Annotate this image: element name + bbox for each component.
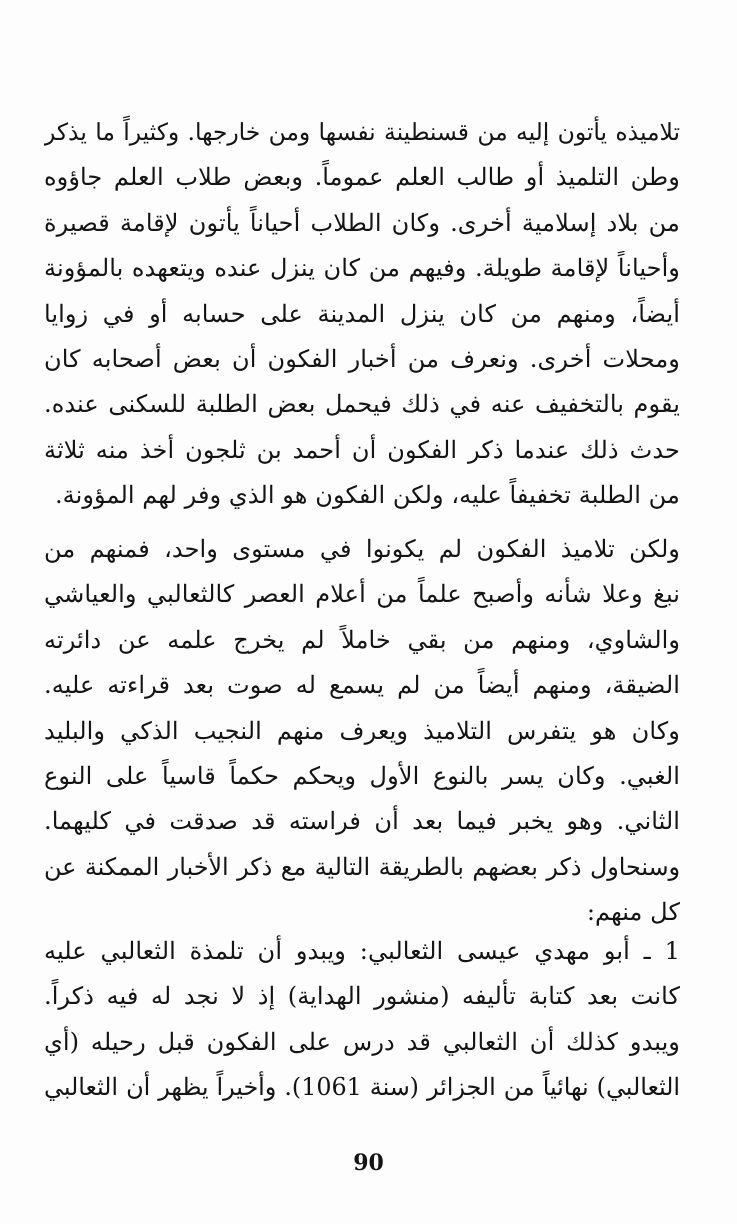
text-line: تلاميذه يأتون إليه من قسنطينة نفسها ومن خارجها. وكثيراً ما يذكر xyxy=(44,118,680,146)
paragraph-3 xyxy=(44,929,680,1111)
text-line: الثعالبي) نهائياً من الجزائر (سنة 1061). وأخيراً يظهر أن الثعالبي xyxy=(44,1073,680,1102)
text-line: 1 ـ أبو مهدي عيسى الثعالبي: ويبدو أن تلمذة الثعالبي عليه xyxy=(44,937,680,965)
text-line: ولكن تلاميذ الفكون لم يكونوا في مستوى واحد، فمنهم من xyxy=(44,535,680,563)
paragraph-1 xyxy=(44,110,680,519)
text-line: وطن التلميذ أو طالب العلم عموماً. وبعض طلاب العلم جاؤوه xyxy=(44,163,680,192)
text-line: الثاني. وهو يخبر فيما بعد أن فراسته قد صدقت في كليهما. xyxy=(44,807,680,836)
text-line: كانت بعد كتابة تأليفه (منشور الهداية) إذ لا نجد له فيه ذكراً. xyxy=(44,982,680,1011)
text-line: يقوم بالتخفيف عنه في ذلك فيحمل بعض الطلبة للسكنى عنده. xyxy=(44,390,680,419)
text-line: أيضاً، ومنهم من كان ينزل المدينة على حسابه أو في زوايا xyxy=(44,299,680,328)
text-line: وسنحاول ذكر بعضهم بالطريقة التالية مع ذكر الأخبار الممكنة عن xyxy=(44,852,680,881)
paragraph-2 xyxy=(44,527,680,936)
text-line: الغبي. وكان يسر بالنوع الأول ويحكم حكماً قاسياً على النوع xyxy=(44,761,680,790)
text-line: ويبدو كذلك أن الثعالبي قد درس على الفكون قبل رحيله (أي xyxy=(44,1027,680,1056)
text-line: ومحلات أخرى. ونعرف من أخبار الفكون أن بعض أصحابه كان xyxy=(44,344,680,373)
text-line: نبغ وعلا شأنه وأصبح علماً من أعلام العصر كالثعالبي والعياشي xyxy=(44,580,680,609)
page-number: 90 xyxy=(353,1150,384,1176)
text-line: حدث ذلك عندما ذكر الفكون أن أحمد بن ثلجون أخذ منه ثلاثة xyxy=(44,435,680,464)
text-line: والشاوي، ومنهم من بقي خاملاً لم يخرج علمه عن دائرته xyxy=(44,625,680,654)
text-line: وكان هو يتفرس التلاميذ ويعرف منهم النجيب الذكي والبليد xyxy=(44,716,680,745)
text-line: وأحياناً لإقامة طويلة. وفيهم من كان ينزل عنده ويتعهده بالمؤونة xyxy=(44,254,680,283)
text-line: من بلاد إسلامية أخرى. وكان الطلاب أحياناً يأتون لإقامة قصيرة xyxy=(44,208,680,237)
text-line: الضيقة، ومنهم أيضاً من لم يسمع له صوت بعد قراءته عليه. xyxy=(44,671,680,700)
text-line: من الطلبة تخفيفاً عليه، ولكن الفكون هو الذي وفر لهم المؤونة. xyxy=(54,481,680,510)
text-line: كل منهم: xyxy=(586,898,680,927)
